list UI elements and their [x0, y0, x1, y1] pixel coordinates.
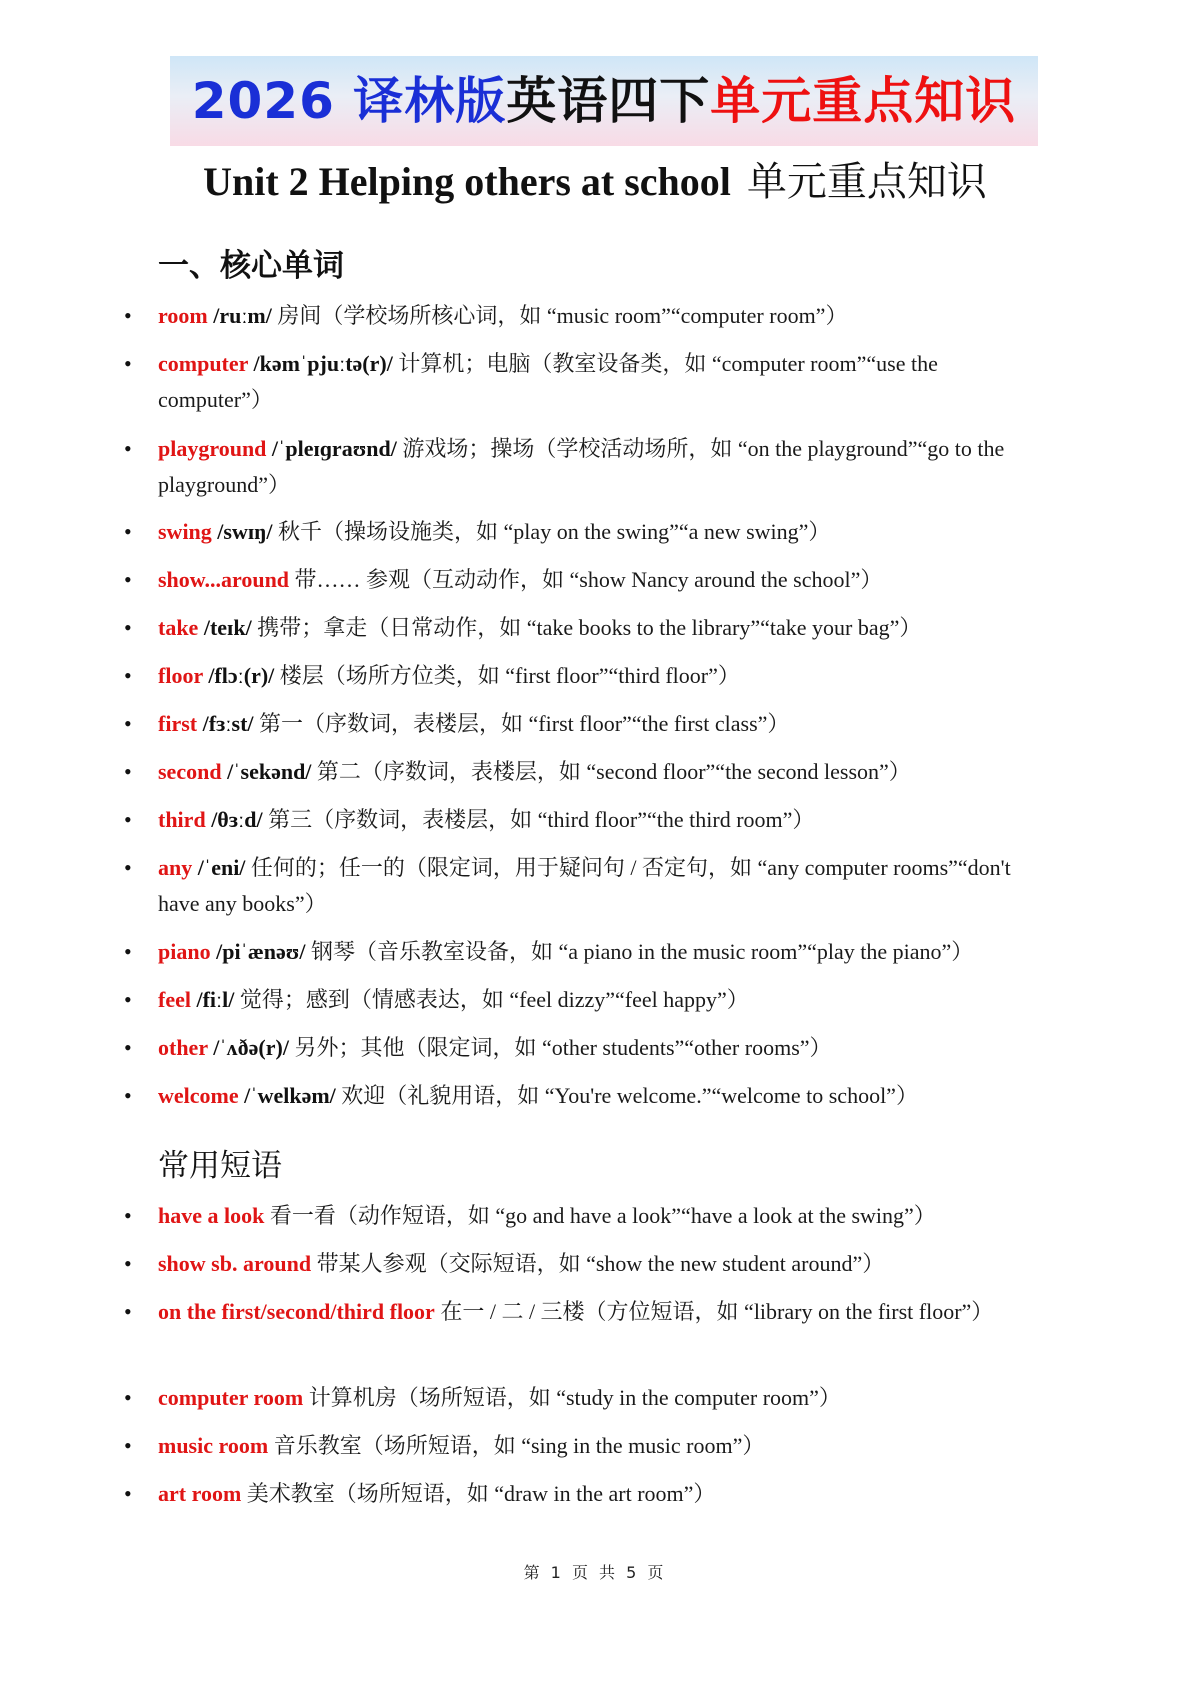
list-item [158, 431, 1033, 503]
page-footer: 第 1 页 共 5 页 [523, 1563, 667, 1582]
list-item [158, 298, 1033, 334]
list-item [158, 1078, 1033, 1114]
item-description: 第一（序数词，表楼层，如 “first floor”“the first class”） [259, 711, 790, 736]
item-phonetic: /kəmˈpjuːtə(r)/ [248, 351, 399, 376]
title-banner [170, 56, 1038, 146]
section-heading-phrases: 常用短语 [158, 1148, 282, 1184]
item-term: any [158, 855, 193, 880]
item-description: 钢琴（音乐教室设备，如 “a piano in the music room”“play the piano”） [310, 939, 974, 964]
item-term: floor [158, 663, 203, 688]
item-phonetic: /ruːm/ [207, 303, 278, 328]
item-phonetic: /fiːl/ [190, 987, 240, 1012]
section-heading-core-words: 一、核心单词 [158, 248, 344, 284]
item-term: playground [158, 436, 267, 461]
list-item [158, 982, 1033, 1018]
unit-subtitle-en: Unit 2 Helping others at school [203, 159, 731, 204]
item-term: computer [158, 351, 249, 376]
item-phonetic: /ˈpleɪɡraʊnd/ [266, 436, 403, 461]
item-term: take [158, 615, 199, 640]
item-term: second [158, 759, 222, 784]
item-phonetic: /fɜːst/ [197, 711, 260, 736]
item-term: show sb. around [158, 1251, 312, 1276]
item-description: 第二（序数词，表楼层，如 “second floor”“the second lesson”） [316, 759, 911, 784]
item-phonetic: /flɔː(r)/ [202, 663, 280, 688]
item-term: swing [158, 519, 212, 544]
banner-topic: 单元重点知识 [710, 72, 1017, 130]
item-description: 房间（学校场所核心词，如 “music room”“computer room”） [277, 303, 848, 328]
list-item [158, 850, 1033, 922]
list-item [158, 802, 1033, 838]
item-term: computer room [158, 1385, 304, 1410]
list-item [158, 1030, 1033, 1066]
banner-grade: 英语四下 [506, 72, 711, 130]
list-item [158, 1246, 1033, 1282]
item-term: piano [158, 939, 211, 964]
banner-year: 2026 [191, 72, 354, 130]
list-item [158, 658, 1033, 694]
item-phonetic: /θɜːd/ [205, 807, 269, 832]
item-term: show...around [158, 567, 290, 592]
list-item [158, 1476, 1033, 1512]
item-term: other [158, 1035, 208, 1060]
unit-subtitle-cn: 单元重点知识 [746, 159, 987, 205]
list-item [158, 934, 1033, 970]
item-phonetic: /ˈʌðə(r)/ [207, 1035, 295, 1060]
item-description: 音乐教室（场所短语，如 “sing in the music room”） [268, 1433, 765, 1458]
list-item [158, 562, 1033, 598]
item-phonetic: /swɪŋ/ [211, 519, 279, 544]
item-term: room [158, 303, 208, 328]
item-description: 在一 / 二 / 三楼（方位短语，如 “library on the first floor”） [434, 1299, 994, 1324]
item-term: on the first/second/third floor [158, 1299, 435, 1324]
banner-title [170, 56, 1038, 146]
item-description: 另外；其他（限定词，如 “other students”“other rooms”） [294, 1035, 832, 1060]
item-term: first [158, 711, 198, 736]
item-description: 楼层（场所方位类，如 “first floor”“third floor”） [279, 663, 740, 688]
item-term: third [158, 807, 206, 832]
item-phonetic: /piˈænəʊ/ [210, 939, 311, 964]
item-phonetic: /ˈsekənd/ [221, 759, 317, 784]
item-term: art room [158, 1481, 242, 1506]
list-item [158, 346, 1033, 418]
item-phonetic: /ˈeni/ [192, 855, 251, 880]
unit-subtitle [0, 150, 1190, 207]
item-phonetic: /ˈwelkəm/ [238, 1083, 342, 1108]
list-item [158, 1428, 1033, 1464]
item-description: 秋千（操场设施类，如 “play on the swing”“a new swing”） [278, 519, 831, 544]
item-description: 带…… 参观（互动动作，如 “show Nancy around the school”） [294, 567, 883, 592]
banner-publisher: 译林版 [353, 72, 507, 130]
list-item [158, 1380, 1033, 1416]
list-item [158, 1294, 1033, 1330]
list-item [158, 754, 1033, 790]
item-term: have a look [158, 1203, 265, 1228]
item-description: 计算机房（场所短语，如 “study in the computer room”） [303, 1385, 841, 1410]
list-item [158, 514, 1033, 550]
item-term: welcome [158, 1083, 239, 1108]
item-description: 欢迎（礼貌用语，如 “You're welcome.”“welcome to school”） [341, 1083, 918, 1108]
list-item [158, 610, 1033, 646]
item-description: 觉得；感到（情感表达，如 “feel dizzy”“feel happy”） [239, 987, 749, 1012]
item-term: feel [158, 987, 191, 1012]
list-item [158, 706, 1033, 742]
item-description: 游戏场；操场（学校活动场所，如 “on the playground”“go to the playground”） [158, 436, 1005, 497]
item-description: 任何的；任一的（限定词，用于疑问句 / 否定句，如 “any computer rooms”“don't have any books”） [158, 855, 1011, 916]
item-description: 第三（序数词，表楼层，如 “third floor”“the third room”） [268, 807, 815, 832]
item-description: 带某人参观（交际短语，如 “show the new student around”） [311, 1251, 885, 1276]
item-description: 计算机；电脑（教室设备类，如 “computer room”“use the computer”） [158, 351, 938, 412]
list-item [158, 1198, 1033, 1234]
item-description: 美术教室（场所短语，如 “draw in the art room”） [241, 1481, 716, 1506]
item-phonetic: /teɪk/ [198, 615, 258, 640]
item-description: 携带；拿走（日常动作，如 “take books to the library”“take your bag”） [257, 615, 922, 640]
item-term: music room [158, 1433, 269, 1458]
item-description: 看一看（动作短语，如 “go and have a look”“have a look at the swing”） [264, 1203, 936, 1228]
